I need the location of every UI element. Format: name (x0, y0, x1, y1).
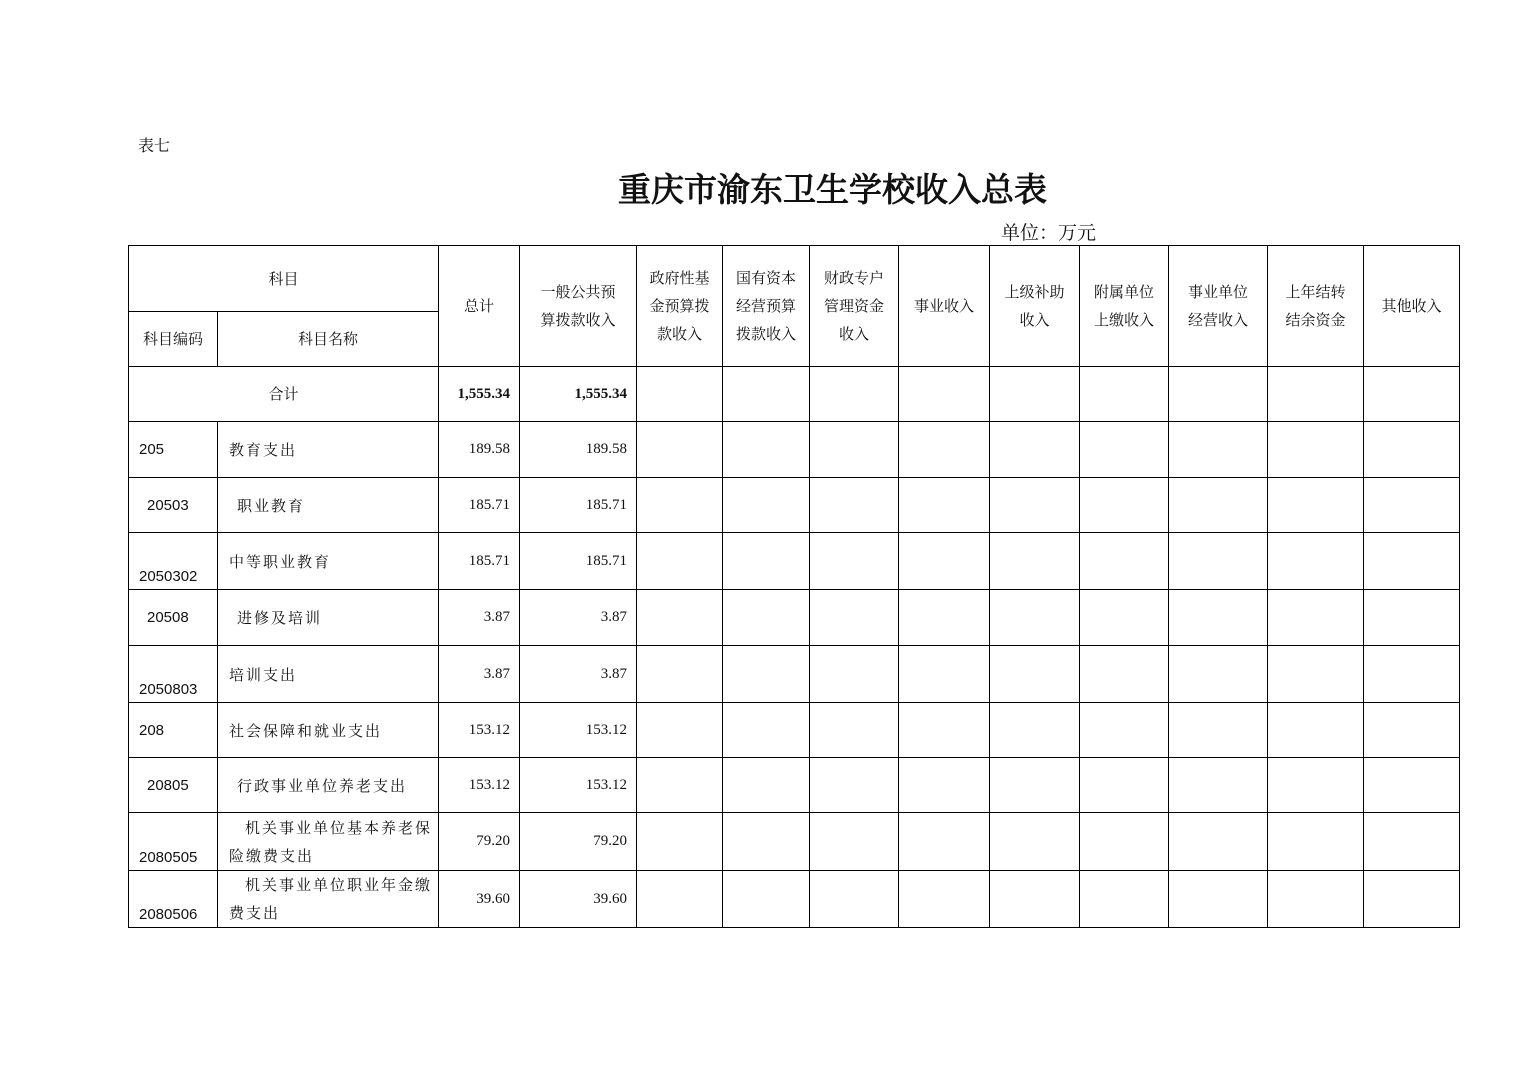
table-row (129, 533, 1460, 590)
row-general-public: 189.58 (520, 422, 637, 478)
header-total: 总计 (439, 246, 520, 367)
header-general-public: 一般公共预算拨款收入 (520, 246, 637, 367)
row-general-public: 3.87 (520, 646, 637, 703)
row-general-public: 185.71 (520, 533, 637, 590)
table-row (129, 646, 1460, 703)
row-code: 20805 (129, 758, 218, 813)
row-total: 79.20 (439, 813, 520, 871)
row-name (218, 871, 439, 928)
header-operating: 事业单位经营收入 (1169, 246, 1268, 367)
row-name: 培训支出 (218, 646, 439, 703)
row-name: 职业教育 (218, 478, 439, 533)
row-code: 20503 (129, 478, 218, 533)
row-general-public: 153.12 (520, 758, 637, 813)
row-code: 2050803 (129, 646, 218, 703)
header-other: 其他收入 (1364, 246, 1460, 367)
row-total: 153.12 (439, 703, 520, 758)
row-name-line: 机关事业单位基本养老保 (245, 818, 433, 837)
total-label: 合计 (129, 367, 439, 422)
row-general-public: 39.60 (520, 871, 637, 928)
row-total: 3.87 (439, 646, 520, 703)
row-name-line: 险缴费支出 (229, 846, 315, 865)
header-carryover: 上年结转结余资金 (1268, 246, 1364, 367)
header-superior-subsidy: 上级补助收入 (990, 246, 1080, 367)
row-name: 社会保障和就业支出 (218, 703, 439, 758)
header-fiscal-special: 财政专户管理资金收入 (810, 246, 899, 367)
table-row (129, 703, 1460, 758)
table-number: 表七 (138, 136, 171, 155)
page-title: 重庆市渝东卫生学校收入总表 (618, 170, 1047, 209)
row-code: 208 (129, 703, 218, 758)
income-summary-table (128, 245, 1460, 928)
row-code: 20508 (129, 590, 218, 646)
row-total: 189.58 (439, 422, 520, 478)
row-code: 2080505 (129, 813, 218, 871)
row-total: 185.71 (439, 478, 520, 533)
row-name-line: 机关事业单位职业年金缴 (245, 876, 433, 894)
table-row (129, 590, 1460, 646)
header-business-income: 事业收入 (899, 246, 990, 367)
row-name: 行政事业单位养老支出 (218, 758, 439, 813)
total-general-public: 1,555.34 (520, 367, 637, 422)
table-row (129, 758, 1460, 813)
header-subject: 科目 (129, 246, 439, 312)
table-row (129, 422, 1460, 478)
row-name: 中等职业教育 (218, 533, 439, 590)
total-row (129, 367, 1460, 422)
header-code: 科目编码 (129, 312, 218, 367)
table-row (129, 813, 1460, 871)
row-general-public: 153.12 (520, 703, 637, 758)
row-total: 3.87 (439, 590, 520, 646)
row-general-public: 3.87 (520, 590, 637, 646)
table-row (129, 871, 1460, 928)
table-row (129, 478, 1460, 533)
header-affiliated: 附属单位上缴收入 (1080, 246, 1169, 367)
row-name (218, 813, 439, 871)
header-gov-fund: 政府性基金预算拨款收入 (637, 246, 723, 367)
row-general-public: 185.71 (520, 478, 637, 533)
header-state-capital: 国有资本经营预算拨款收入 (723, 246, 810, 367)
row-code: 2050302 (129, 533, 218, 590)
total-total: 1,555.34 (439, 367, 520, 422)
row-code: 2080506 (129, 871, 218, 928)
row-name: 教育支出 (218, 422, 439, 478)
row-code: 205 (129, 422, 218, 478)
row-total: 39.60 (439, 871, 520, 928)
row-total: 153.12 (439, 758, 520, 813)
header-name: 科目名称 (218, 312, 439, 367)
row-total: 185.71 (439, 533, 520, 590)
unit-label: 单位：万元 (1001, 222, 1097, 244)
row-general-public: 79.20 (520, 813, 637, 871)
row-name-line: 费支出 (229, 904, 281, 922)
row-name: 进修及培训 (218, 590, 439, 646)
